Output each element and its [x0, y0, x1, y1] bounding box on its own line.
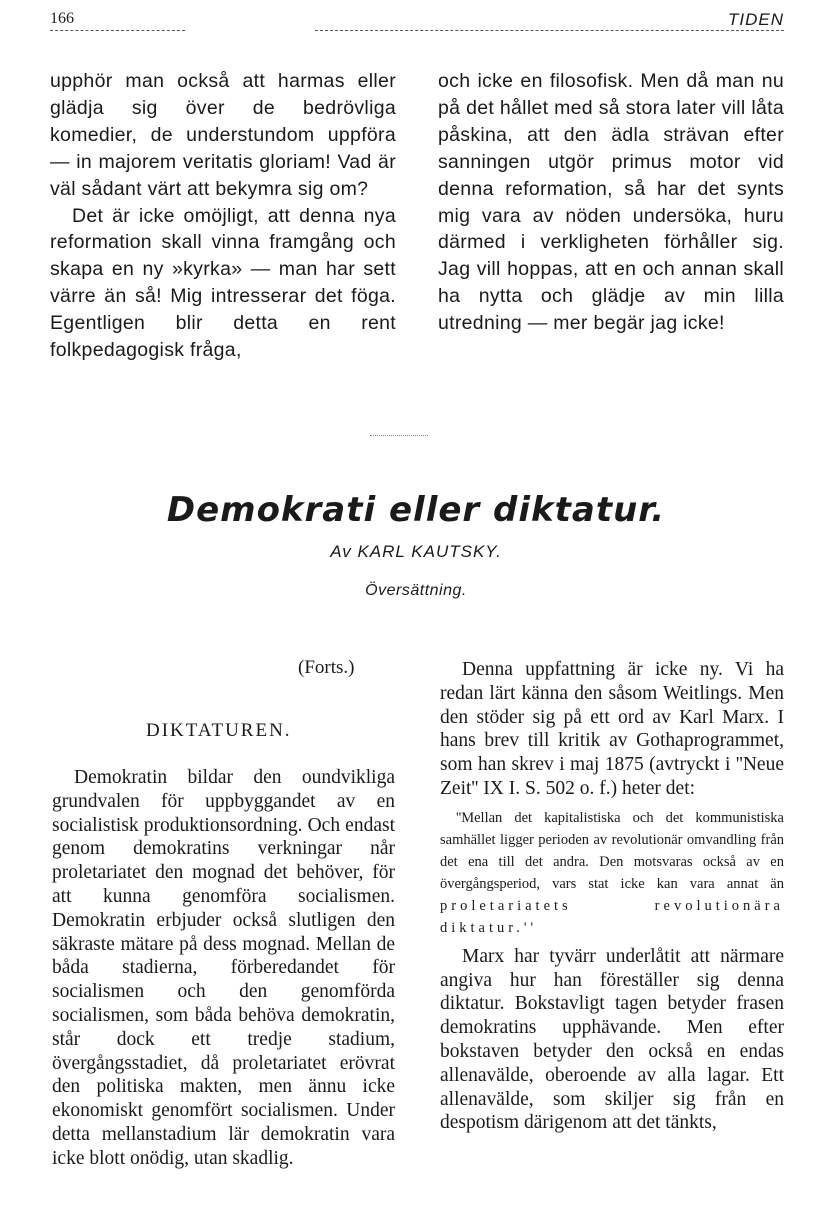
continued-note: (Forts.): [298, 657, 355, 678]
paragraph: och icke en filosofisk. Men då man nu på det hållet med så stora later vill låta påskina, att den ädla strävan efter sanningen utgör primus motor vid denna reformation, så har det synts mig vara av nöden undersöka, huru därmed i verkligheten förhåller sig. Jag vill hoppas, att en och annan skall ha nytta och glädje av min lilla utredning — mer begär jag icke!: [438, 70, 784, 335]
quote-text: ''Mellan det kapitalistiska och det kommunistiska samhället ligger perioden av revolutionär omvandling från det ena till det andra. Den motsvaras också av en övergångsperiod, vars stat icke kan vara annat än: [440, 809, 784, 892]
article-left-column: [52, 766, 395, 1171]
running-header: [50, 10, 784, 38]
journal-title: TIDEN: [728, 10, 784, 29]
article-title: Demokrati eller diktatur.: [166, 490, 666, 530]
paragraph: Marx har tyvärr underlåtit att närmare angiva hur han föreställer sig denna diktatur. Bokstavligt tagen betyder frasen demokratins upphävande. Men efter bokstaven betyder den också en endas allenavälde, oberoende av alla lagar. Ett allenavälde, som skiljer sig från en despotism därigenom att det tänkts,: [440, 945, 784, 1134]
paragraph: Demokratin bildar den oundvikliga grundvalen för uppbyggandet av en socialistisk produktionsordning. Och endast genom demokratins verkningar når proletariatet den mognad det behöver, för att kunna genomföra socialismen. Demokratin erbjuder också slutligen den säkraste mätare på dess mognad. Mellan de båda stadierna, förberedandet för socialismen och den genomförda socialismen, som båda behöva demokratin, står dock ett tredje stadium, övergångsstadiet, då proletariatet erövrat den politiska makten, men ännu icke ekonomiskt genomfört socialismen. Under detta mellanstadium lär demokratin vara icke blott onödig, utan skadlig.: [52, 767, 395, 1169]
header-rule-right: [315, 30, 784, 31]
section-heading: DIKTATUREN.: [146, 720, 292, 741]
marx-quote: [440, 807, 784, 939]
paragraph: Denna uppfattning är icke ny. Vi ha redan lärt känna den såsom Weitlings. Men den stöder sig på ett ord av Karl Marx. I hans brev till kritik av Gothaprogrammet, som han skrev i maj 1875 (avtryckt i ''Neue Zeit'' IX I. S. 502 o. f.) heter det:: [440, 659, 784, 799]
quote-spaced-text: proletariatets revolutionära diktatur.'': [440, 897, 784, 936]
article-separator: [370, 435, 428, 436]
page-number: 166: [50, 10, 74, 27]
previous-article-left-column: [50, 68, 396, 364]
paragraph: Det är icke omöjligt, att denna nya reformation skall vinna framgång och skapa en ny »kyrka» — man har sett värre än så! Mig intresserar det föga. Egentligen blir detta en rent folkpedagogisk fråga,: [50, 204, 396, 362]
paragraph: upphör man också att harmas eller glädja sig över de bedrövliga komedier, de understundom uppföra — in majorem veritatis gloriam! Vad är väl sådant värt att bekymra sig om?: [50, 70, 396, 200]
article-right-column: [440, 658, 784, 1135]
translation-note: Översättning.: [365, 582, 467, 599]
article-author: Av KARL KAUTSKY.: [330, 542, 502, 561]
previous-article-right-column: [438, 68, 784, 337]
header-rule-left: [50, 30, 185, 31]
